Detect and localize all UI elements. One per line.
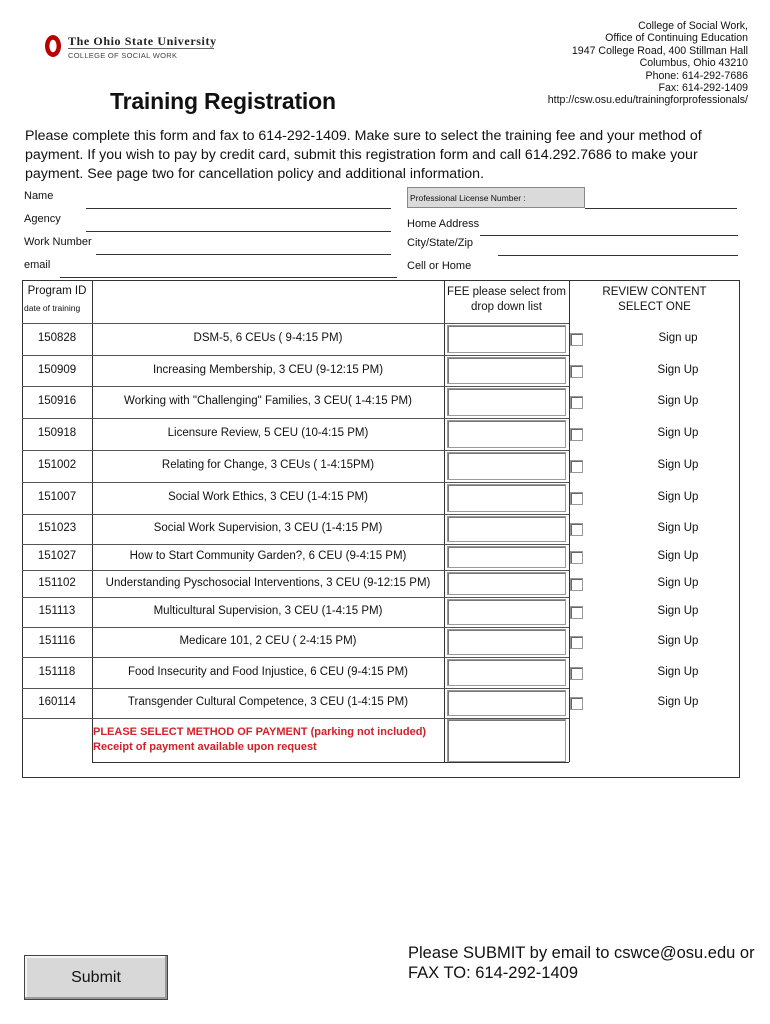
sign-up-label: Sign Up: [657, 696, 699, 708]
contact-line: Office of Continuing Education: [605, 32, 748, 45]
review-content-checkbox[interactable]: [570, 333, 583, 346]
training-title: Transgender Cultural Competence, 3 CEU (1-4:15 PM): [127, 696, 409, 708]
fee-select[interactable]: [447, 659, 566, 686]
training-title: Increasing Membership, 3 CEU (9-12:15 PM): [152, 363, 384, 376]
sign-up-label: Sign Up: [657, 491, 699, 503]
submit-instructions: [408, 943, 755, 983]
training-title: Social Work Ethics, 3 CEU (1-4:15 PM): [168, 491, 368, 503]
fee-select[interactable]: [447, 484, 566, 512]
payment-row-bottom: [92, 762, 569, 763]
row-separator: [22, 482, 569, 483]
review-content-checkbox[interactable]: [570, 606, 583, 619]
review-content-checkbox[interactable]: [570, 667, 583, 680]
fee-select[interactable]: [447, 357, 566, 384]
program-id: 151007: [37, 491, 77, 503]
contact-line: Phone: 614-292-7686: [645, 69, 748, 82]
fee-select[interactable]: [447, 516, 566, 542]
home-address-field[interactable]: [480, 235, 738, 236]
contact-line: Columbus, Ohio 43210: [639, 57, 748, 70]
review-content-checkbox[interactable]: [570, 492, 583, 505]
fee-select[interactable]: [447, 629, 566, 655]
sign-up-label: Sign Up: [657, 395, 699, 407]
fee-header: [444, 285, 569, 315]
program-id: 150909: [37, 363, 77, 376]
fee-select[interactable]: [447, 599, 566, 625]
training-title: Multicultural Supervision, 3 CEU (1-4:15 PM): [153, 605, 383, 617]
contact-line: College of Social Work,: [638, 20, 748, 32]
training-title: Relating for Change, 3 CEUs ( 1-4:15PM): [161, 459, 375, 471]
row-separator: [22, 544, 569, 545]
program-id: 151118: [38, 665, 76, 678]
page-title: Training Registration: [110, 88, 336, 114]
training-title: Working with "Challenging" Families, 3 CEU( 1-4:15 PM): [124, 395, 412, 407]
fee-select[interactable]: [447, 452, 566, 480]
fee-select[interactable]: [447, 546, 566, 568]
training-title: Understanding Pyschosocial Interventions, 3 CEU (9-12:15 PM): [105, 576, 431, 589]
license-number-label: Professional License Number :: [407, 187, 585, 208]
review-content-checkbox[interactable]: [570, 578, 583, 591]
work-number-field[interactable]: [96, 254, 391, 255]
sign-up-label: Sign Up: [657, 635, 699, 647]
payment-method-select[interactable]: [447, 719, 566, 762]
program-id: 150918: [37, 427, 77, 439]
row-separator: [22, 418, 569, 419]
contact-line: 1947 College Road, 400 Stillman Hall: [571, 44, 748, 57]
review-content-checkbox[interactable]: [570, 697, 583, 710]
column-divider: [444, 280, 445, 762]
row-separator: [22, 597, 569, 598]
fee-header-line: drop down list: [471, 301, 542, 313]
logo-divider: [68, 48, 214, 49]
contact-line: Fax: 614-292-1409: [658, 82, 748, 95]
fee-header-line: FEE please select from: [447, 286, 566, 298]
logo-college-name: COLLEGE OF SOCIAL WORK: [68, 51, 178, 60]
payment-instructions: [93, 725, 426, 755]
row-separator: [22, 657, 569, 658]
intro-paragraph: Please complete this form and fax to 614-292-1409. Make sure to select the training fee and your method of payment. If you wish to pay by credit card, submit this registration form and call 614.292.7686 to make your payment. See page two for cancellation policy and additional information.: [25, 128, 702, 182]
row-separator: [22, 323, 569, 324]
license-number-field[interactable]: [585, 208, 737, 209]
review-content-header: [569, 285, 740, 315]
training-title: Social Work Supervision, 3 CEU (1-4:15 PM): [153, 522, 383, 534]
sign-up-label: Sign Up: [657, 576, 699, 589]
email-field[interactable]: [60, 277, 397, 278]
program-id: 150828: [37, 332, 77, 344]
training-title: Food Insecurity and Food Injustice, 6 CEU (9-4:15 PM): [128, 665, 408, 678]
fee-select[interactable]: [447, 325, 566, 353]
home-address-label: Home Address: [407, 218, 480, 230]
fee-select[interactable]: [447, 420, 566, 448]
payment-line: PLEASE SELECT METHOD OF PAYMENT (parking not included): [93, 726, 427, 738]
training-title: Licensure Review, 5 CEU (10-4:15 PM): [167, 427, 369, 439]
row-separator: [22, 450, 569, 451]
block-o-icon: [44, 34, 62, 58]
review-content-checkbox[interactable]: [570, 551, 583, 564]
sign-up-label: Sign Up: [657, 459, 699, 471]
sign-up-label: Sign Up: [657, 605, 699, 617]
submit-button[interactable]: Submit: [24, 955, 168, 1000]
program-id: 150916: [37, 395, 77, 407]
review-content-checkbox[interactable]: [570, 396, 583, 409]
program-id: 151023: [37, 522, 77, 534]
program-id: 151113: [38, 605, 76, 617]
program-id-header: Program ID: [27, 285, 87, 297]
cell-or-home-label: Cell or Home: [407, 260, 472, 272]
row-separator: [22, 688, 569, 689]
sign-up-label: Sign Up: [657, 427, 699, 439]
program-id: 151027: [37, 550, 77, 562]
name-field[interactable]: [86, 208, 391, 209]
email-label: email: [24, 259, 51, 271]
review-header-line: REVIEW CONTENT: [602, 286, 707, 298]
review-content-checkbox[interactable]: [570, 428, 583, 441]
fee-select[interactable]: [447, 572, 566, 595]
column-divider: [92, 280, 93, 762]
row-separator: [22, 514, 569, 515]
sign-up-label: Sign Up: [657, 550, 699, 562]
sign-up-label: Sign Up: [657, 522, 699, 534]
work-number-label: Work Number: [24, 236, 92, 248]
agency-label: Agency: [24, 213, 61, 225]
agency-field[interactable]: [86, 231, 391, 232]
review-content-checkbox[interactable]: [570, 523, 583, 536]
program-id: 151102: [38, 576, 76, 589]
city-state-zip-field[interactable]: [498, 255, 738, 256]
contact-url[interactable]: http://csw.osu.edu/trainingforprofessionals/: [547, 94, 748, 107]
row-separator: [22, 570, 569, 571]
row-separator: [22, 386, 569, 387]
program-id: 151002: [37, 459, 77, 471]
osu-logo: [44, 30, 216, 64]
training-title: Medicare 101, 2 CEU ( 2-4:15 PM): [179, 635, 357, 647]
fee-select[interactable]: [447, 690, 566, 716]
review-content-checkbox[interactable]: [570, 460, 583, 473]
submit-instructions-line: Please SUBMIT by email to cswce@osu.edu or: [408, 944, 755, 962]
review-content-checkbox[interactable]: [570, 365, 583, 378]
logo-university-name: The Ohio State University: [68, 34, 217, 48]
column-divider: [569, 280, 570, 762]
training-title: How to Start Community Garden?, 6 CEU (9-4:15 PM): [129, 550, 407, 562]
name-label: Name: [24, 190, 54, 202]
review-content-checkbox[interactable]: [570, 636, 583, 649]
row-separator: [22, 355, 569, 356]
sign-up-label: Sign Up: [657, 363, 699, 376]
review-header-line: SELECT ONE: [618, 301, 691, 313]
payment-line: Receipt of payment available upon request: [93, 741, 317, 753]
contact-block: [548, 20, 748, 107]
date-of-training-subheader: date of training: [24, 303, 81, 313]
fee-select[interactable]: [447, 388, 566, 416]
row-separator: [22, 627, 569, 628]
city-state-zip-label: City/State/Zip: [407, 237, 474, 249]
sign-up-label: Sign up: [658, 332, 698, 344]
program-id: 160114: [38, 696, 76, 708]
sign-up-label: Sign Up: [657, 665, 699, 678]
submit-instructions-line: FAX TO: 614-292-1409: [408, 964, 579, 982]
training-title: DSM-5, 6 CEUs ( 9-4:15 PM): [193, 332, 343, 344]
program-id: 151116: [38, 635, 76, 647]
